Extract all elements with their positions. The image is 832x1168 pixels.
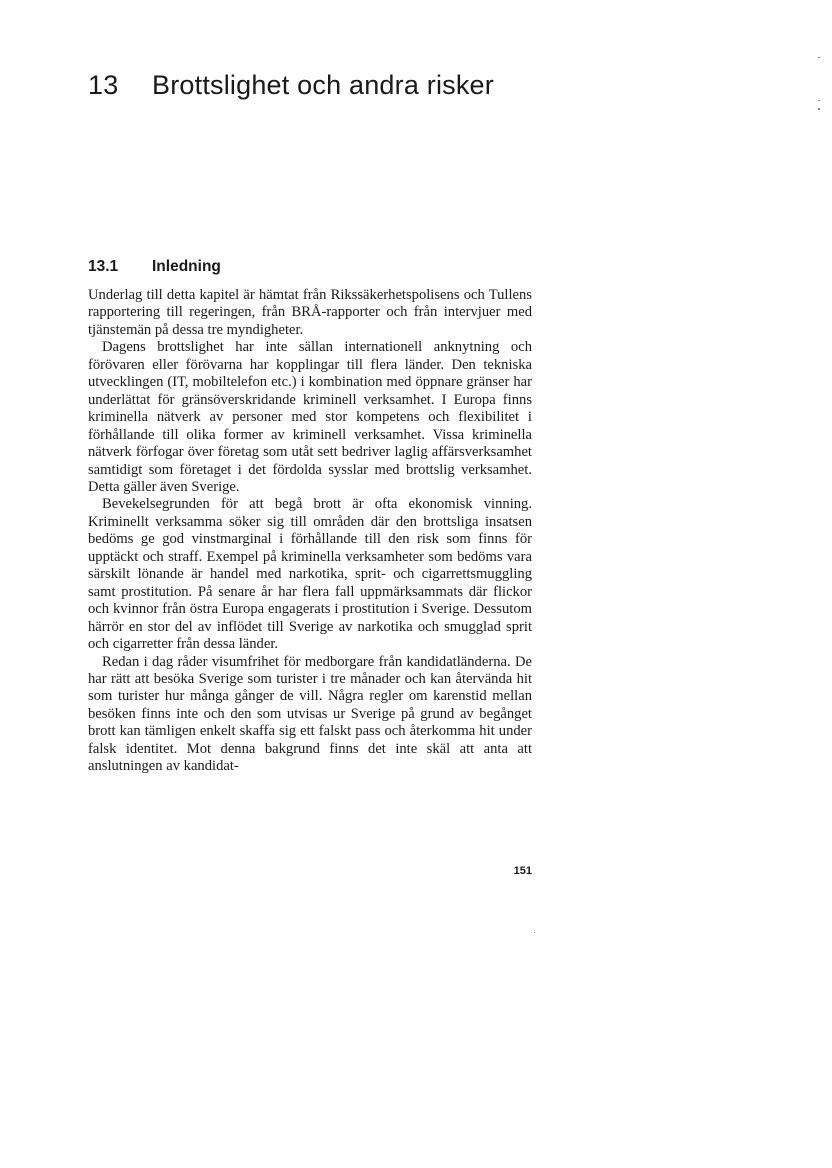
scan-speck bbox=[818, 108, 820, 110]
paragraph: Dagens brottslighet har inte sällan internationell anknytning och förövaren eller förövarna har kopplingar till flera länder. Den tekniska utvecklingen (IT, mobiltelefon etc.) i kombination med öppnare gränser har underlättat för gränsöverskridande kriminell verksamhet. I Europa finns kriminella nätverk av personer med stor kompetens och flexibilitet i förhållande till olika former av kriminell verksamhet. Vissa kriminella nätverk förfogar över företag som utåt sett bedriver laglig affärsverksamhet samtidigt som företaget i det fördolda sysslar med brottslig verksamhet. Detta gäller även Sverige. bbox=[88, 339, 532, 495]
section-number: 13.1 bbox=[88, 258, 119, 275]
paragraph: Redan i dag råder visumfrihet för medborgare från kandidatländerna. De har rätt att besöka Sverige som turister i tre månader och kan återvända hit som turister hur många gånger de vill. Några regler om karenstid mellan besöken finns inte och den som utvisas ur Sverige på grund av begånget brott kan tämligen enkelt skaffa sig ett falskt pass och återkomma hit under falsk identitet. Mot denna bakgrund finns det inte skäl att anta att anslutningen av kandidat- bbox=[88, 653, 532, 775]
chapter-number: 13 bbox=[88, 70, 119, 100]
body-text bbox=[88, 287, 532, 776]
chapter-title: Brottslighet och andra risker bbox=[152, 70, 494, 100]
section-heading bbox=[88, 258, 221, 276]
section-title: Inledning bbox=[152, 258, 221, 275]
paragraph: Bevekelsegrunden för att begå brott är ofta ekonomisk vinning. Kriminellt verksamma söker sig till områden där den brottsliga insatsen bedöms ge god vinstmarginal i förhållande till den risk som finns för upptäckt och straff. Exempel på kriminella verksamheter som bedöms vara särskilt lönande är handel med narkotika, sprit- och cigarrettsmuggling samt prostitution. På senare år har flera fall uppmärksammats där flickor och kvinnor från östra Europa engagerats i prostitution i Sverige. Dessutom härrör en stor del av inflödet till Sverige av narkotika och smugglad sprit och cigarretter från dessa länder. bbox=[88, 496, 532, 653]
scan-speck bbox=[534, 932, 535, 933]
paragraph: Underlag till detta kapitel är hämtat från Rikssäkerhetspolisens och Tullens rapportering till regeringen, från BRÅ-rapporter och från intervjuer med tjänstemän på dessa tre myndigheter. bbox=[88, 287, 532, 338]
scan-speck bbox=[818, 100, 820, 101]
scan-speck bbox=[818, 57, 820, 58]
chapter-heading bbox=[88, 70, 494, 101]
page-number: 151 bbox=[513, 865, 532, 877]
